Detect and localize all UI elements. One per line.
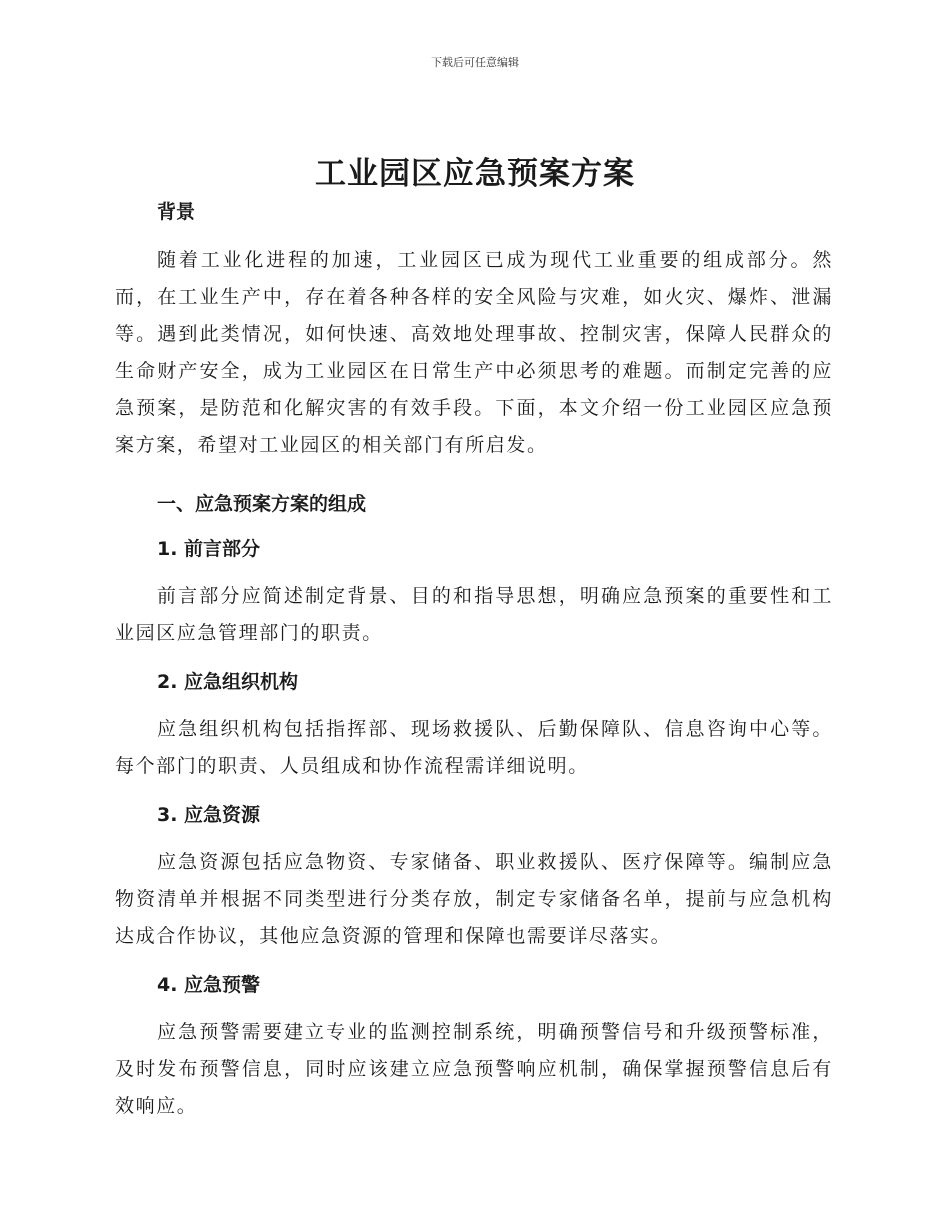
header-note: 下载后可任意编辑 (431, 56, 519, 69)
section-1-heading: 一、应急预案方案的组成 (157, 493, 367, 515)
background-paragraph: 随着工业化进程的加速，工业园区已成为现代工业重要的组成部分。然而，在工业生产中，存在着各种各样的安全风险与灾难，如火灾、爆炸、泄漏等。遇到此类情况，如何快速、高效地处理事故、控制灾害，保障人民群众的生命财产安全，成为工业园区在日常生产中必须思考的难题。而制定完善的应急预案，是防范和化解灾害的有效手段。下面，本文介绍一份工业园区应急预案方案，希望对工业园区的相关部门有所启发。 (115, 249, 833, 456)
background-heading: 背景 (157, 201, 196, 223)
subsection-preface-heading: 1. 前言部分 (157, 538, 261, 560)
subsection-organization-heading: 2. 应急组织机构 (157, 671, 299, 693)
document-title: 工业园区应急预案方案 (315, 156, 635, 192)
subsection-resources-paragraph: 应急资源包括应急物资、专家储备、职业救援队、医疗保障等。编制应急物资清单并根据不同类型进行分类存放，制定专家储备名单，提前与应急机构达成合作协议，其他应急资源的管理和保障也需要详尽落实。 (115, 851, 833, 947)
document-body (115, 196, 833, 1125)
subsection-organization-paragraph: 应急组织机构包括指挥部、现场救援队、后勤保障队、信息咨询中心等。每个部门的职责、人员组成和协作流程需详细说明。 (115, 718, 833, 777)
subsection-warning-paragraph: 应急预警需要建立专业的监测控制系统，明确预警信号和升级预警标准，及时发布预警信息，同时应该建立应急预警响应机制，确保掌握预警信息后有效响应。 (115, 1021, 833, 1117)
subsection-warning-heading: 4. 应急预警 (157, 974, 261, 996)
subsection-preface-paragraph: 前言部分应简述制定背景、目的和指导思想，明确应急预案的重要性和工业园区应急管理部门的职责。 (115, 585, 833, 644)
subsection-resources-heading: 3. 应急资源 (157, 804, 261, 826)
